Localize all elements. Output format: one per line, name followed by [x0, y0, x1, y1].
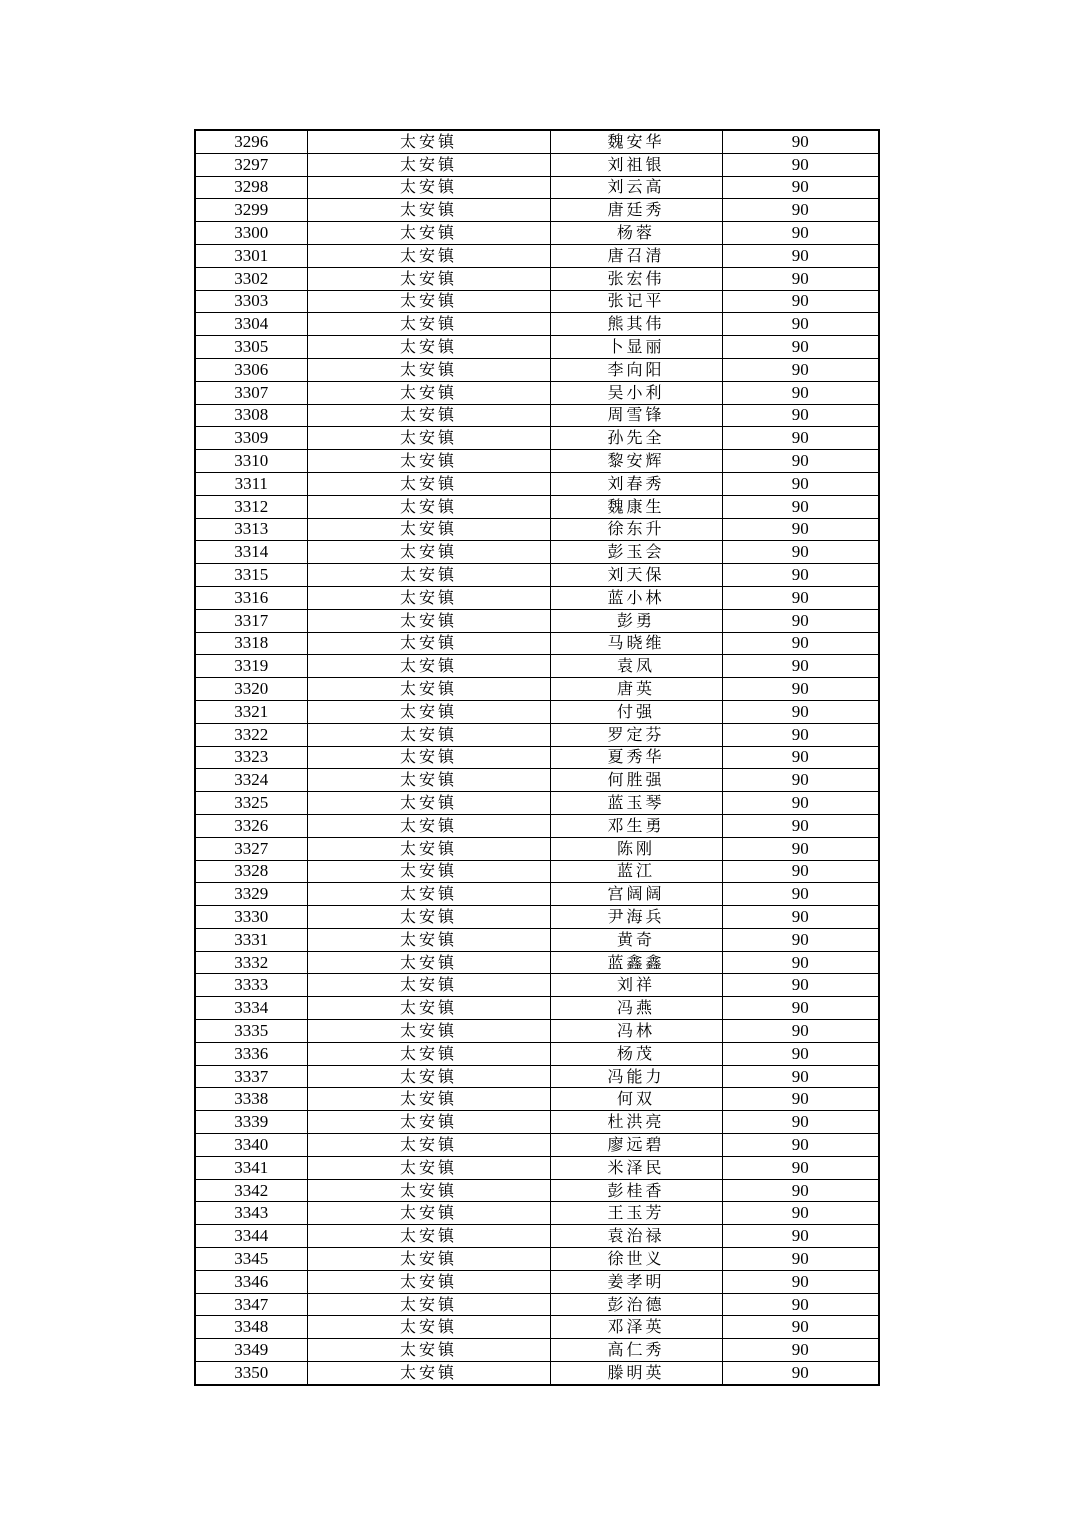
- table-row: [195, 723, 879, 746]
- town-cell: 太安镇: [307, 1248, 550, 1271]
- amount-cell: 90: [722, 769, 879, 792]
- amount-cell: 90: [722, 928, 879, 951]
- person-name-cell: 何胜强: [550, 769, 722, 792]
- person-name-cell: 罗定芬: [550, 723, 722, 746]
- amount-cell: 90: [722, 700, 879, 723]
- table-row: [195, 1088, 879, 1111]
- row-number-cell: 3328: [195, 860, 307, 883]
- amount-cell: 90: [722, 541, 879, 564]
- row-number-cell: 3348: [195, 1316, 307, 1339]
- amount-cell: 90: [722, 1179, 879, 1202]
- row-number-cell: 3300: [195, 222, 307, 245]
- person-name-cell: 彭治德: [550, 1293, 722, 1316]
- table-row: [195, 153, 879, 176]
- town-cell: 太安镇: [307, 1270, 550, 1293]
- person-name-cell: 魏安华: [550, 130, 722, 153]
- person-name-cell: 冯能力: [550, 1065, 722, 1088]
- person-name-cell: 杨茂: [550, 1042, 722, 1065]
- row-number-cell: 3304: [195, 313, 307, 336]
- amount-cell: 90: [722, 951, 879, 974]
- town-cell: 太安镇: [307, 541, 550, 564]
- table-row: [195, 336, 879, 359]
- amount-cell: 90: [722, 1065, 879, 1088]
- row-number-cell: 3331: [195, 928, 307, 951]
- town-cell: 太安镇: [307, 176, 550, 199]
- amount-cell: 90: [722, 176, 879, 199]
- row-number-cell: 3326: [195, 814, 307, 837]
- town-cell: 太安镇: [307, 678, 550, 701]
- amount-cell: 90: [722, 1042, 879, 1065]
- person-name-cell: 李向阳: [550, 358, 722, 381]
- person-name-cell: 卜显丽: [550, 336, 722, 359]
- table-row: [195, 1225, 879, 1248]
- town-cell: 太安镇: [307, 381, 550, 404]
- table-row: [195, 997, 879, 1020]
- amount-cell: 90: [722, 495, 879, 518]
- town-cell: 太安镇: [307, 1293, 550, 1316]
- person-name-cell: 尹海兵: [550, 906, 722, 929]
- row-number-cell: 3296: [195, 130, 307, 153]
- amount-cell: 90: [722, 1316, 879, 1339]
- row-number-cell: 3323: [195, 746, 307, 769]
- amount-cell: 90: [722, 381, 879, 404]
- person-name-cell: 米泽民: [550, 1156, 722, 1179]
- town-cell: 太安镇: [307, 1042, 550, 1065]
- amount-cell: 90: [722, 518, 879, 541]
- person-name-cell: 蓝鑫鑫: [550, 951, 722, 974]
- town-cell: 太安镇: [307, 1088, 550, 1111]
- town-cell: 太安镇: [307, 495, 550, 518]
- row-number-cell: 3303: [195, 290, 307, 313]
- amount-cell: 90: [722, 1156, 879, 1179]
- person-name-cell: 王玉芳: [550, 1202, 722, 1225]
- person-name-cell: 何双: [550, 1088, 722, 1111]
- person-name-cell: 徐世义: [550, 1248, 722, 1271]
- table-row: [195, 951, 879, 974]
- table-row: [195, 586, 879, 609]
- town-cell: 太安镇: [307, 609, 550, 632]
- amount-cell: 90: [722, 222, 879, 245]
- row-number-cell: 3314: [195, 541, 307, 564]
- table-row: [195, 450, 879, 473]
- person-name-cell: 杨蓉: [550, 222, 722, 245]
- person-name-cell: 马晓维: [550, 632, 722, 655]
- table-row: [195, 837, 879, 860]
- person-name-cell: 杜洪亮: [550, 1111, 722, 1134]
- amount-cell: 90: [722, 404, 879, 427]
- amount-cell: 90: [722, 814, 879, 837]
- person-name-cell: 张宏伟: [550, 267, 722, 290]
- town-cell: 太安镇: [307, 518, 550, 541]
- amount-cell: 90: [722, 906, 879, 929]
- table-row: [195, 1020, 879, 1043]
- table-row: [195, 655, 879, 678]
- town-cell: 太安镇: [307, 883, 550, 906]
- table-row: [195, 222, 879, 245]
- town-cell: 太安镇: [307, 746, 550, 769]
- row-number-cell: 3342: [195, 1179, 307, 1202]
- amount-cell: 90: [722, 244, 879, 267]
- town-cell: 太安镇: [307, 1225, 550, 1248]
- row-number-cell: 3347: [195, 1293, 307, 1316]
- row-number-cell: 3336: [195, 1042, 307, 1065]
- row-number-cell: 3313: [195, 518, 307, 541]
- amount-cell: 90: [722, 655, 879, 678]
- row-number-cell: 3339: [195, 1111, 307, 1134]
- town-cell: 太安镇: [307, 313, 550, 336]
- table-row: [195, 404, 879, 427]
- table-row: [195, 518, 879, 541]
- amount-cell: 90: [722, 723, 879, 746]
- town-cell: 太安镇: [307, 1339, 550, 1362]
- town-cell: 太安镇: [307, 997, 550, 1020]
- person-name-cell: 滕明英: [550, 1362, 722, 1385]
- row-number-cell: 3306: [195, 358, 307, 381]
- row-number-cell: 3318: [195, 632, 307, 655]
- row-number-cell: 3343: [195, 1202, 307, 1225]
- row-number-cell: 3335: [195, 1020, 307, 1043]
- table-row: [195, 244, 879, 267]
- town-cell: 太安镇: [307, 1316, 550, 1339]
- person-name-cell: 唐召清: [550, 244, 722, 267]
- row-number-cell: 3322: [195, 723, 307, 746]
- person-name-cell: 张记平: [550, 290, 722, 313]
- table-row: [195, 1156, 879, 1179]
- table-row: [195, 267, 879, 290]
- amount-cell: 90: [722, 632, 879, 655]
- table-row: [195, 906, 879, 929]
- row-number-cell: 3309: [195, 427, 307, 450]
- person-name-cell: 冯燕: [550, 997, 722, 1020]
- person-name-cell: 蓝江: [550, 860, 722, 883]
- town-cell: 太安镇: [307, 700, 550, 723]
- amount-cell: 90: [722, 564, 879, 587]
- table-row: [195, 1248, 879, 1271]
- person-name-cell: 蓝玉琴: [550, 792, 722, 815]
- amount-cell: 90: [722, 1111, 879, 1134]
- town-cell: 太安镇: [307, 655, 550, 678]
- row-number-cell: 3315: [195, 564, 307, 587]
- table-row: [195, 176, 879, 199]
- amount-cell: 90: [722, 792, 879, 815]
- town-cell: 太安镇: [307, 1362, 550, 1385]
- table-row: [195, 1134, 879, 1157]
- row-number-cell: 3344: [195, 1225, 307, 1248]
- row-number-cell: 3310: [195, 450, 307, 473]
- town-cell: 太安镇: [307, 860, 550, 883]
- person-name-cell: 陈刚: [550, 837, 722, 860]
- table-row: [195, 1316, 879, 1339]
- person-name-cell: 宫阔阔: [550, 883, 722, 906]
- amount-cell: 90: [722, 1293, 879, 1316]
- table-row: [195, 541, 879, 564]
- row-number-cell: 3298: [195, 176, 307, 199]
- row-number-cell: 3316: [195, 586, 307, 609]
- row-number-cell: 3301: [195, 244, 307, 267]
- row-number-cell: 3338: [195, 1088, 307, 1111]
- table-row: [195, 1202, 879, 1225]
- amount-cell: 90: [722, 450, 879, 473]
- row-number-cell: 3349: [195, 1339, 307, 1362]
- town-cell: 太安镇: [307, 244, 550, 267]
- amount-cell: 90: [722, 860, 879, 883]
- table-row: [195, 814, 879, 837]
- person-name-cell: 彭勇: [550, 609, 722, 632]
- person-name-cell: 夏秀华: [550, 746, 722, 769]
- row-number-cell: 3312: [195, 495, 307, 518]
- row-number-cell: 3334: [195, 997, 307, 1020]
- amount-cell: 90: [722, 609, 879, 632]
- town-cell: 太安镇: [307, 222, 550, 245]
- row-number-cell: 3350: [195, 1362, 307, 1385]
- amount-cell: 90: [722, 586, 879, 609]
- amount-cell: 90: [722, 290, 879, 313]
- person-name-cell: 袁凤: [550, 655, 722, 678]
- amount-cell: 90: [722, 746, 879, 769]
- town-cell: 太安镇: [307, 336, 550, 359]
- person-name-cell: 刘天保: [550, 564, 722, 587]
- amount-cell: 90: [722, 974, 879, 997]
- person-name-cell: 袁治禄: [550, 1225, 722, 1248]
- amount-cell: 90: [722, 336, 879, 359]
- person-name-cell: 刘祖银: [550, 153, 722, 176]
- row-number-cell: 3341: [195, 1156, 307, 1179]
- town-cell: 太安镇: [307, 153, 550, 176]
- amount-cell: 90: [722, 837, 879, 860]
- town-cell: 太安镇: [307, 1065, 550, 1088]
- person-name-cell: 冯林: [550, 1020, 722, 1043]
- amount-cell: 90: [722, 267, 879, 290]
- table-row: [195, 609, 879, 632]
- amount-cell: 90: [722, 1248, 879, 1271]
- roster-table: [194, 129, 880, 1386]
- amount-cell: 90: [722, 997, 879, 1020]
- row-number-cell: 3337: [195, 1065, 307, 1088]
- town-cell: 太安镇: [307, 1020, 550, 1043]
- amount-cell: 90: [722, 1362, 879, 1385]
- person-name-cell: 付强: [550, 700, 722, 723]
- person-name-cell: 蓝小林: [550, 586, 722, 609]
- town-cell: 太安镇: [307, 450, 550, 473]
- person-name-cell: 刘云高: [550, 176, 722, 199]
- amount-cell: 90: [722, 313, 879, 336]
- town-cell: 太安镇: [307, 769, 550, 792]
- amount-cell: 90: [722, 1020, 879, 1043]
- town-cell: 太安镇: [307, 792, 550, 815]
- row-number-cell: 3317: [195, 609, 307, 632]
- town-cell: 太安镇: [307, 1134, 550, 1157]
- table-row: [195, 632, 879, 655]
- amount-cell: 90: [722, 199, 879, 222]
- table-row: [195, 1065, 879, 1088]
- row-number-cell: 3302: [195, 267, 307, 290]
- amount-cell: 90: [722, 130, 879, 153]
- table-row: [195, 290, 879, 313]
- row-number-cell: 3340: [195, 1134, 307, 1157]
- table-row: [195, 700, 879, 723]
- person-name-cell: 徐东升: [550, 518, 722, 541]
- town-cell: 太安镇: [307, 1202, 550, 1225]
- table-row: [195, 381, 879, 404]
- row-number-cell: 3319: [195, 655, 307, 678]
- amount-cell: 90: [722, 153, 879, 176]
- table-body: [195, 130, 879, 1385]
- town-cell: 太安镇: [307, 974, 550, 997]
- table-row: [195, 928, 879, 951]
- row-number-cell: 3299: [195, 199, 307, 222]
- row-number-cell: 3333: [195, 974, 307, 997]
- table-row: [195, 860, 879, 883]
- town-cell: 太安镇: [307, 1179, 550, 1202]
- row-number-cell: 3305: [195, 336, 307, 359]
- row-number-cell: 3324: [195, 769, 307, 792]
- town-cell: 太安镇: [307, 564, 550, 587]
- row-number-cell: 3327: [195, 837, 307, 860]
- amount-cell: 90: [722, 1270, 879, 1293]
- amount-cell: 90: [722, 1225, 879, 1248]
- table-row: [195, 974, 879, 997]
- table-row: [195, 769, 879, 792]
- table-row: [195, 746, 879, 769]
- person-name-cell: 唐廷秀: [550, 199, 722, 222]
- table-row: [195, 199, 879, 222]
- table-row: [195, 1270, 879, 1293]
- amount-cell: 90: [722, 358, 879, 381]
- row-number-cell: 3332: [195, 951, 307, 974]
- person-name-cell: 唐英: [550, 678, 722, 701]
- person-name-cell: 周雪锋: [550, 404, 722, 427]
- person-name-cell: 彭桂香: [550, 1179, 722, 1202]
- town-cell: 太安镇: [307, 906, 550, 929]
- town-cell: 太安镇: [307, 1111, 550, 1134]
- amount-cell: 90: [722, 1134, 879, 1157]
- row-number-cell: 3345: [195, 1248, 307, 1271]
- person-name-cell: 廖远碧: [550, 1134, 722, 1157]
- table-row: [195, 1339, 879, 1362]
- row-number-cell: 3325: [195, 792, 307, 815]
- row-number-cell: 3311: [195, 472, 307, 495]
- town-cell: 太安镇: [307, 632, 550, 655]
- table-row: [195, 472, 879, 495]
- town-cell: 太安镇: [307, 586, 550, 609]
- person-name-cell: 邓生勇: [550, 814, 722, 837]
- person-name-cell: 熊其伟: [550, 313, 722, 336]
- person-name-cell: 姜孝明: [550, 1270, 722, 1293]
- town-cell: 太安镇: [307, 928, 550, 951]
- table-row: [195, 678, 879, 701]
- amount-cell: 90: [722, 678, 879, 701]
- row-number-cell: 3320: [195, 678, 307, 701]
- amount-cell: 90: [722, 1088, 879, 1111]
- town-cell: 太安镇: [307, 267, 550, 290]
- town-cell: 太安镇: [307, 290, 550, 313]
- table-row: [195, 313, 879, 336]
- amount-cell: 90: [722, 472, 879, 495]
- row-number-cell: 3330: [195, 906, 307, 929]
- town-cell: 太安镇: [307, 723, 550, 746]
- person-name-cell: 孙先全: [550, 427, 722, 450]
- town-cell: 太安镇: [307, 199, 550, 222]
- person-name-cell: 刘祥: [550, 974, 722, 997]
- town-cell: 太安镇: [307, 814, 550, 837]
- person-name-cell: 黄奇: [550, 928, 722, 951]
- person-name-cell: 彭玉会: [550, 541, 722, 564]
- town-cell: 太安镇: [307, 130, 550, 153]
- person-name-cell: 刘春秀: [550, 472, 722, 495]
- table-row: [195, 1293, 879, 1316]
- row-number-cell: 3346: [195, 1270, 307, 1293]
- town-cell: 太安镇: [307, 472, 550, 495]
- row-number-cell: 3307: [195, 381, 307, 404]
- person-name-cell: 邓泽英: [550, 1316, 722, 1339]
- town-cell: 太安镇: [307, 951, 550, 974]
- table-row: [195, 1179, 879, 1202]
- table-row: [195, 883, 879, 906]
- person-name-cell: 吴小利: [550, 381, 722, 404]
- town-cell: 太安镇: [307, 404, 550, 427]
- town-cell: 太安镇: [307, 427, 550, 450]
- town-cell: 太安镇: [307, 837, 550, 860]
- row-number-cell: 3297: [195, 153, 307, 176]
- amount-cell: 90: [722, 1202, 879, 1225]
- table-row: [195, 495, 879, 518]
- person-name-cell: 黎安辉: [550, 450, 722, 473]
- table-row: [195, 792, 879, 815]
- table-row: [195, 1111, 879, 1134]
- person-name-cell: 高仁秀: [550, 1339, 722, 1362]
- row-number-cell: 3308: [195, 404, 307, 427]
- town-cell: 太安镇: [307, 1156, 550, 1179]
- table-row: [195, 564, 879, 587]
- person-name-cell: 魏康生: [550, 495, 722, 518]
- row-number-cell: 3321: [195, 700, 307, 723]
- amount-cell: 90: [722, 427, 879, 450]
- table-row: [195, 1362, 879, 1385]
- town-cell: 太安镇: [307, 358, 550, 381]
- amount-cell: 90: [722, 883, 879, 906]
- amount-cell: 90: [722, 1339, 879, 1362]
- table-row: [195, 427, 879, 450]
- table-row: [195, 358, 879, 381]
- table-row: [195, 130, 879, 153]
- row-number-cell: 3329: [195, 883, 307, 906]
- table-row: [195, 1042, 879, 1065]
